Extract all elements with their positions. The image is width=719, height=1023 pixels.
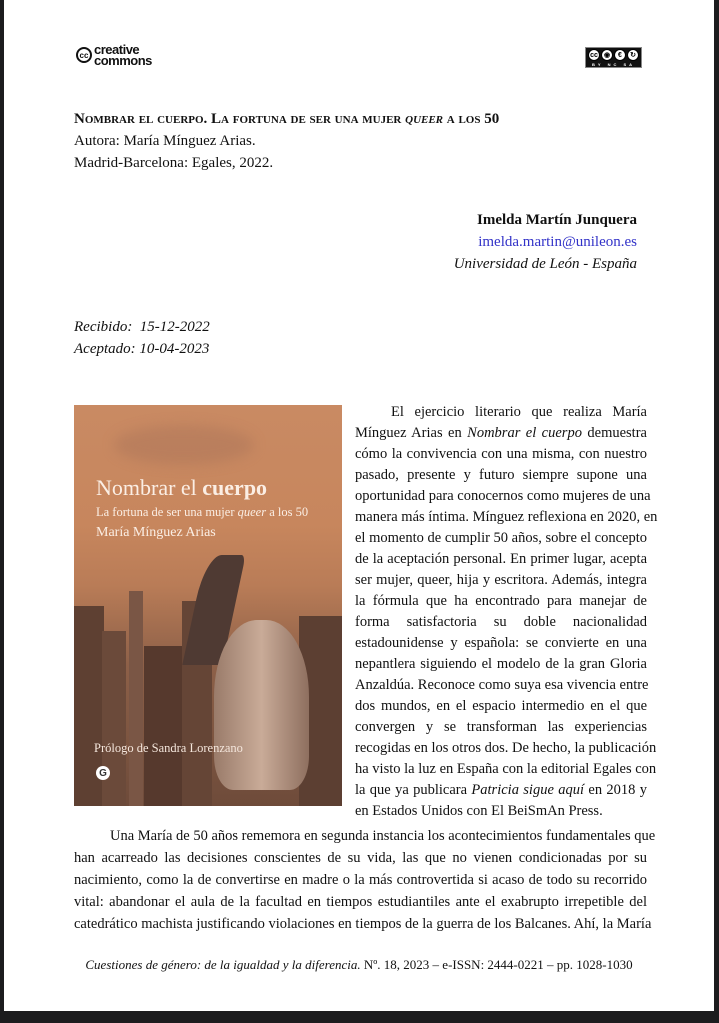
text-line [355, 507, 658, 528]
document-page [4, 0, 714, 1011]
text-segment: de la aceptación personal. En primer lugar, acepta [355, 551, 647, 567]
review-text-full [74, 825, 656, 935]
creative-commons-logo [76, 44, 152, 66]
text-line [355, 801, 647, 822]
page-footer [4, 956, 714, 974]
cover-subtitle: La fortuna de ser una mujer queer a los 50 [96, 505, 309, 519]
review-title: Nombrar el cuerpo. La fortuna de ser una mujer queer a los 50 [74, 111, 500, 127]
received-date: Recibido: 15-12-2022 [74, 319, 210, 335]
text-line [74, 847, 647, 869]
cover-title: Nombrar el cuerpo [96, 475, 268, 500]
text-segment: recogidas en los otros dos. De hecho, la publicación [355, 740, 657, 756]
text-line [355, 780, 647, 801]
text-segment: estadounidense y española: se convierte en una [355, 635, 647, 651]
text-segment: la fórmula que ha encontrado para manejar de [355, 593, 647, 609]
text-line [355, 591, 647, 612]
text-segment: convergen y se transforman las experiencias [355, 719, 647, 735]
reviewer-institution: Universidad de León - España [453, 256, 637, 272]
text-segment: en 2018 y [584, 782, 648, 798]
text-line [355, 423, 647, 444]
cover-prologue: Prólogo de Sandra Lorenzano [94, 741, 243, 755]
text-segment: Mínguez Arias en [355, 425, 468, 441]
text-line [355, 717, 647, 738]
italic-title-text: Patricia sigue aquí [471, 782, 585, 798]
text-line [355, 402, 647, 423]
reviewer-name: Imelda Martín Junquera [476, 212, 637, 228]
text-line [355, 675, 647, 696]
title-italic: queer [405, 111, 444, 127]
text-segment: pasado, presente y futuro siempre supone una [355, 467, 647, 483]
text-line [74, 913, 652, 935]
text-segment: forma satisfactoria su doble nacionalidad [355, 614, 647, 630]
text-segment: Una María de 50 años rememora en segunda instancia los acontecimientos fundamentales que [110, 828, 656, 844]
text-segment: el momento de cumplir 50 años, sobre el concepto [355, 530, 647, 546]
text-line [74, 825, 656, 847]
text-segment: la que ya publicara [355, 782, 472, 798]
cc-icon: cc [76, 47, 92, 63]
cc-icon: cc [588, 49, 600, 61]
text-segment: ha visto la luz en España con la editorial Egales con [355, 761, 657, 777]
review-text-column [355, 402, 658, 822]
publisher-logo-icon: G [96, 766, 110, 780]
dates-block [74, 316, 210, 360]
text-line [355, 654, 647, 675]
accepted-date: Aceptado: 10-04-2023 [74, 341, 210, 357]
reviewer-block [454, 209, 637, 275]
cc-logo-line1: creative [94, 42, 140, 57]
attribution-icon: ◉ [601, 49, 613, 61]
license-badge-text: BY NC SA [591, 62, 636, 67]
text-segment: oportunidad para conocernos como mujeres de una [355, 488, 651, 504]
text-segment: dos mundos, en el espacio intermedio en el que [355, 698, 647, 714]
text-segment: han acarreado las decisiones conscientes de su vida, las que no vienen condicionadas por su [74, 850, 647, 866]
cover-author: María Mínguez Arias [96, 525, 216, 540]
text-line [355, 486, 651, 507]
book-publisher: Madrid-Barcelona: Egales, 2022. [74, 155, 274, 171]
text-segment: ser mujer, queer, hija y escritora. Además, integra [355, 572, 647, 588]
reviewer-email-link[interactable]: imelda.martin@unileon.es [478, 234, 637, 250]
book-meta [74, 130, 273, 174]
text-line [355, 570, 647, 591]
sharealike-icon: ↻ [627, 49, 639, 61]
text-segment: cómo la convivencia con una misma, con nuestro [355, 446, 647, 462]
text-segment: Anzaldúa. Reconoce como suya esa vivencia entre [355, 677, 649, 693]
text-segment: catedrático machista justificando violaciones en tiempos de la guerra de los Balcanes. Ahí, la María [74, 916, 652, 932]
text-line [74, 869, 647, 891]
book-cover-image [74, 405, 342, 806]
italic-title-text: Nombrar el cuerpo [467, 425, 582, 441]
text-line [355, 612, 647, 633]
text-line [355, 465, 647, 486]
text-segment: nacimiento, como la de convertirse en madre o la más controvertida si acaso de todo su recorrido [74, 872, 647, 888]
text-segment: manera más íntima. Mínguez reflexiona en 2020, en [355, 509, 658, 525]
cc-logo-line2: commons [94, 53, 152, 68]
book-author: Autora: María Mínguez Arias. [74, 133, 256, 149]
text-line [74, 891, 647, 913]
text-line [355, 696, 647, 717]
noncommercial-icon: € [614, 49, 626, 61]
journal-name: Cuestiones de género: de la igualdad y la diferencia. [85, 957, 361, 972]
text-line [355, 528, 647, 549]
text-line [355, 759, 657, 780]
text-segment: nepantlera siguiendo el modelo de la gran Gloria [355, 656, 647, 672]
text-segment: demuestra [581, 425, 647, 441]
journal-details: Nº. 18, 2023 – e-ISSN: 2444-0221 – pp. 1028-1030 [360, 957, 633, 972]
statue-figure [214, 620, 309, 790]
text-segment: El ejercicio literario que realiza María [391, 404, 647, 420]
text-segment: en Estados Unidos con El BeiSmAn Press. [355, 803, 603, 819]
text-line [355, 633, 647, 654]
text-line [355, 444, 647, 465]
text-line [355, 738, 657, 759]
license-badge[interactable] [585, 47, 642, 68]
text-line [355, 549, 647, 570]
text-segment: vital: abandonar el aula de la facultad en tiempos estudiantiles ante el exabrupto irrepetible del [74, 894, 647, 910]
